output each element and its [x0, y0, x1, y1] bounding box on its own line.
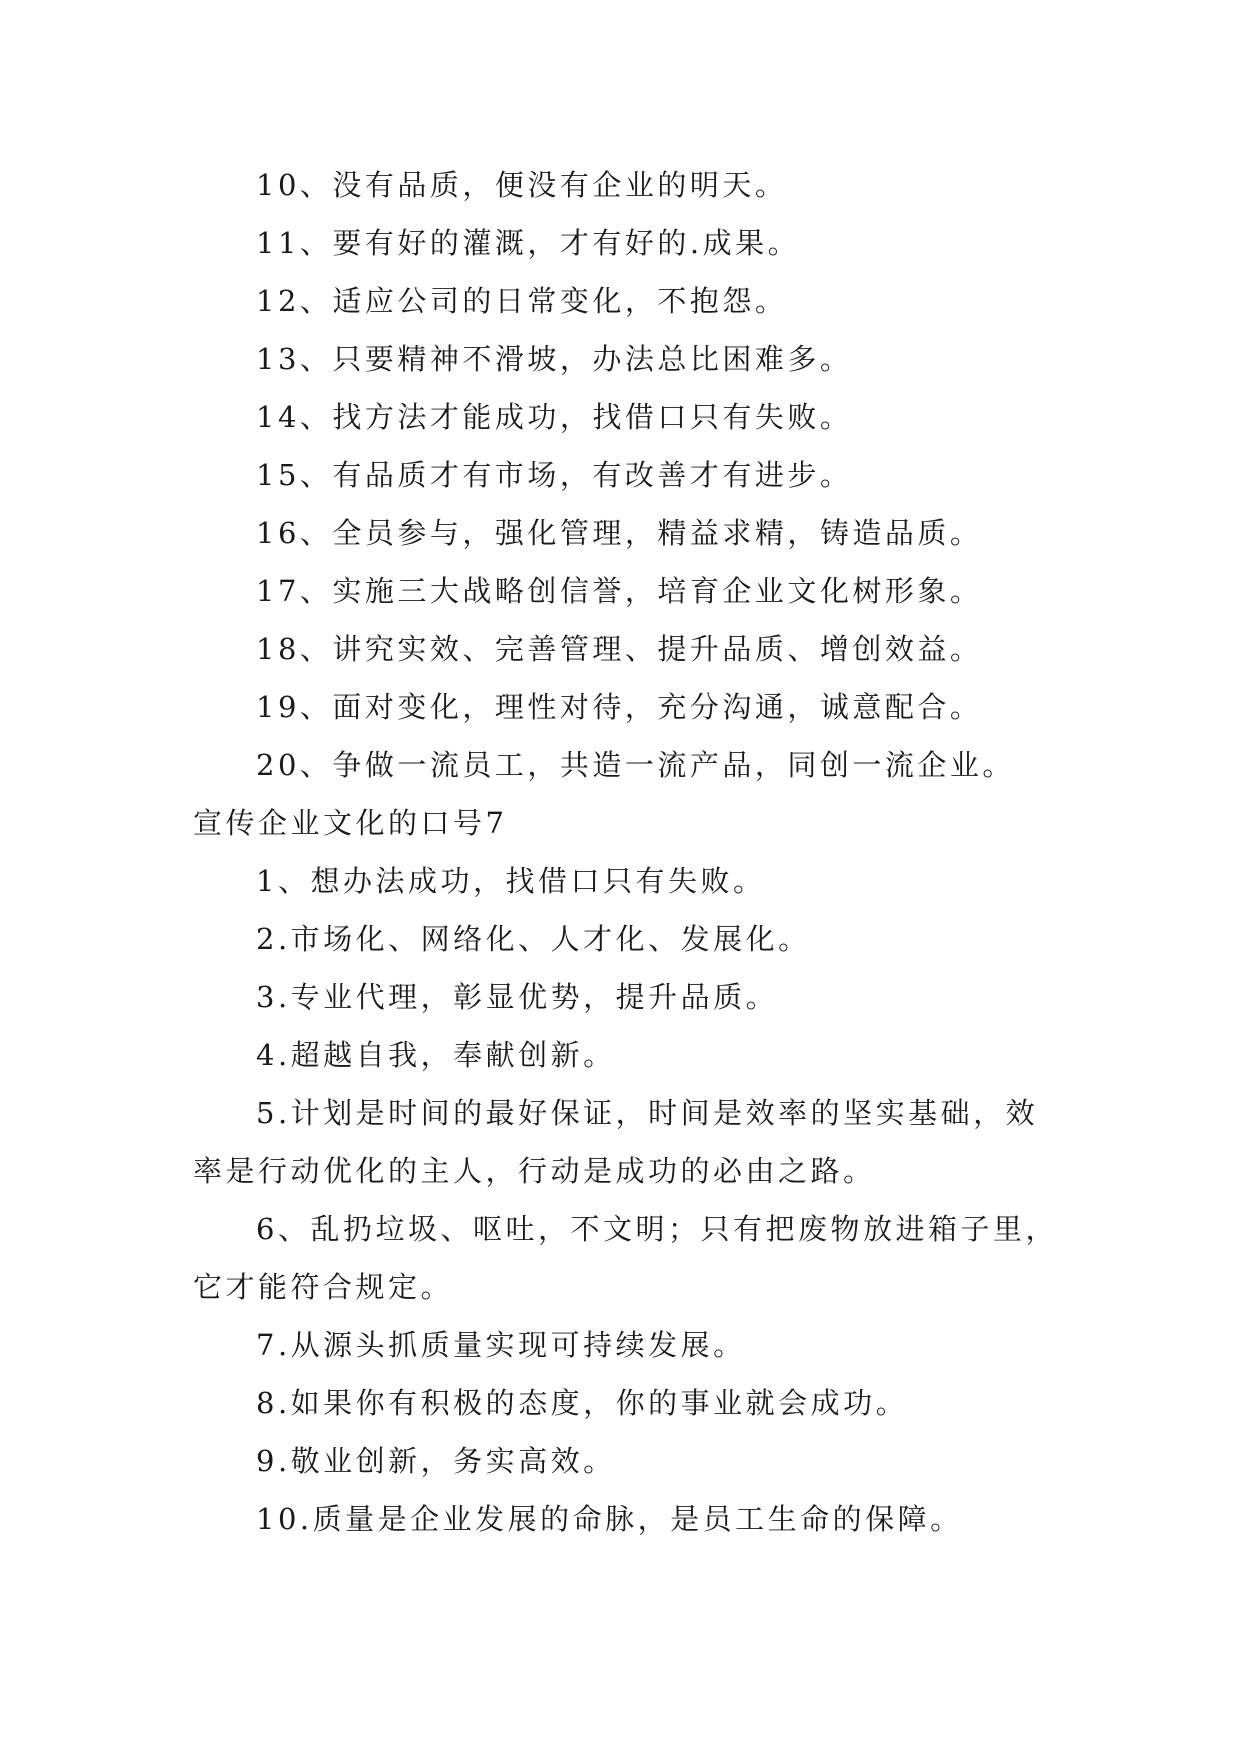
- slogan-line: 12、适应公司的日常变化，不抱怨。: [256, 284, 788, 318]
- slogan-line: 10、没有品质，便没有企业的明天。: [256, 168, 788, 202]
- slogan-line-continuation: 率是行动优化的主人，行动是成功的必由之路。: [193, 1154, 876, 1188]
- slogan-line: 13、只要精神不滑坡，办法总比困难多。: [256, 342, 853, 376]
- slogan-line: 16、全员参与，强化管理，精益求精，铸造品质。: [256, 516, 983, 550]
- slogan-line: 4.超越自我，奉献创新。: [256, 1038, 616, 1072]
- slogan-line: 15、有品质才有市场，有改善才有进步。: [256, 458, 853, 492]
- slogan-line: 19、面对变化，理性对待，充分沟通，诚意配合。: [256, 690, 983, 724]
- section-heading: 宣传企业文化的口号7: [193, 806, 508, 840]
- slogan-line: 10.质量是企业发展的命脉，是员工生命的保障。: [256, 1502, 963, 1536]
- slogan-line: 14、找方法才能成功，找借口只有失败。: [256, 400, 853, 434]
- slogan-line: 20、争做一流员工，共造一流产品，同创一流企业。: [256, 748, 1015, 782]
- slogan-line: 1、想办法成功，找借口只有失败。: [256, 864, 766, 898]
- slogan-line: 8.如果你有积极的态度，你的事业就会成功。: [256, 1386, 909, 1420]
- slogan-line: 6、乱扔垃圾、呕吐，不文明；只有把废物放进箱子里，: [256, 1212, 1058, 1246]
- slogan-line: 7.从源头抓质量实现可持续发展。: [256, 1328, 746, 1362]
- slogan-line: 3.专业代理，彰显优势，提升品质。: [256, 980, 779, 1014]
- slogan-line: 11、要有好的灌溉，才有好的.成果。: [256, 226, 801, 260]
- slogan-line: 17、实施三大战略创信誉，培育企业文化树形象。: [256, 574, 983, 608]
- slogan-line: 9.敬业创新，务实高效。: [256, 1444, 616, 1478]
- slogan-line: 2.市场化、网络化、人才化、发展化。: [256, 922, 811, 956]
- slogan-line-continuation: 它才能符合规定。: [193, 1270, 454, 1304]
- slogan-line: 18、讲究实效、完善管理、提升品质、增创效益。: [256, 632, 983, 666]
- slogan-line: 5.计划是时间的最好保证，时间是效率的坚实基础，效: [256, 1096, 1039, 1130]
